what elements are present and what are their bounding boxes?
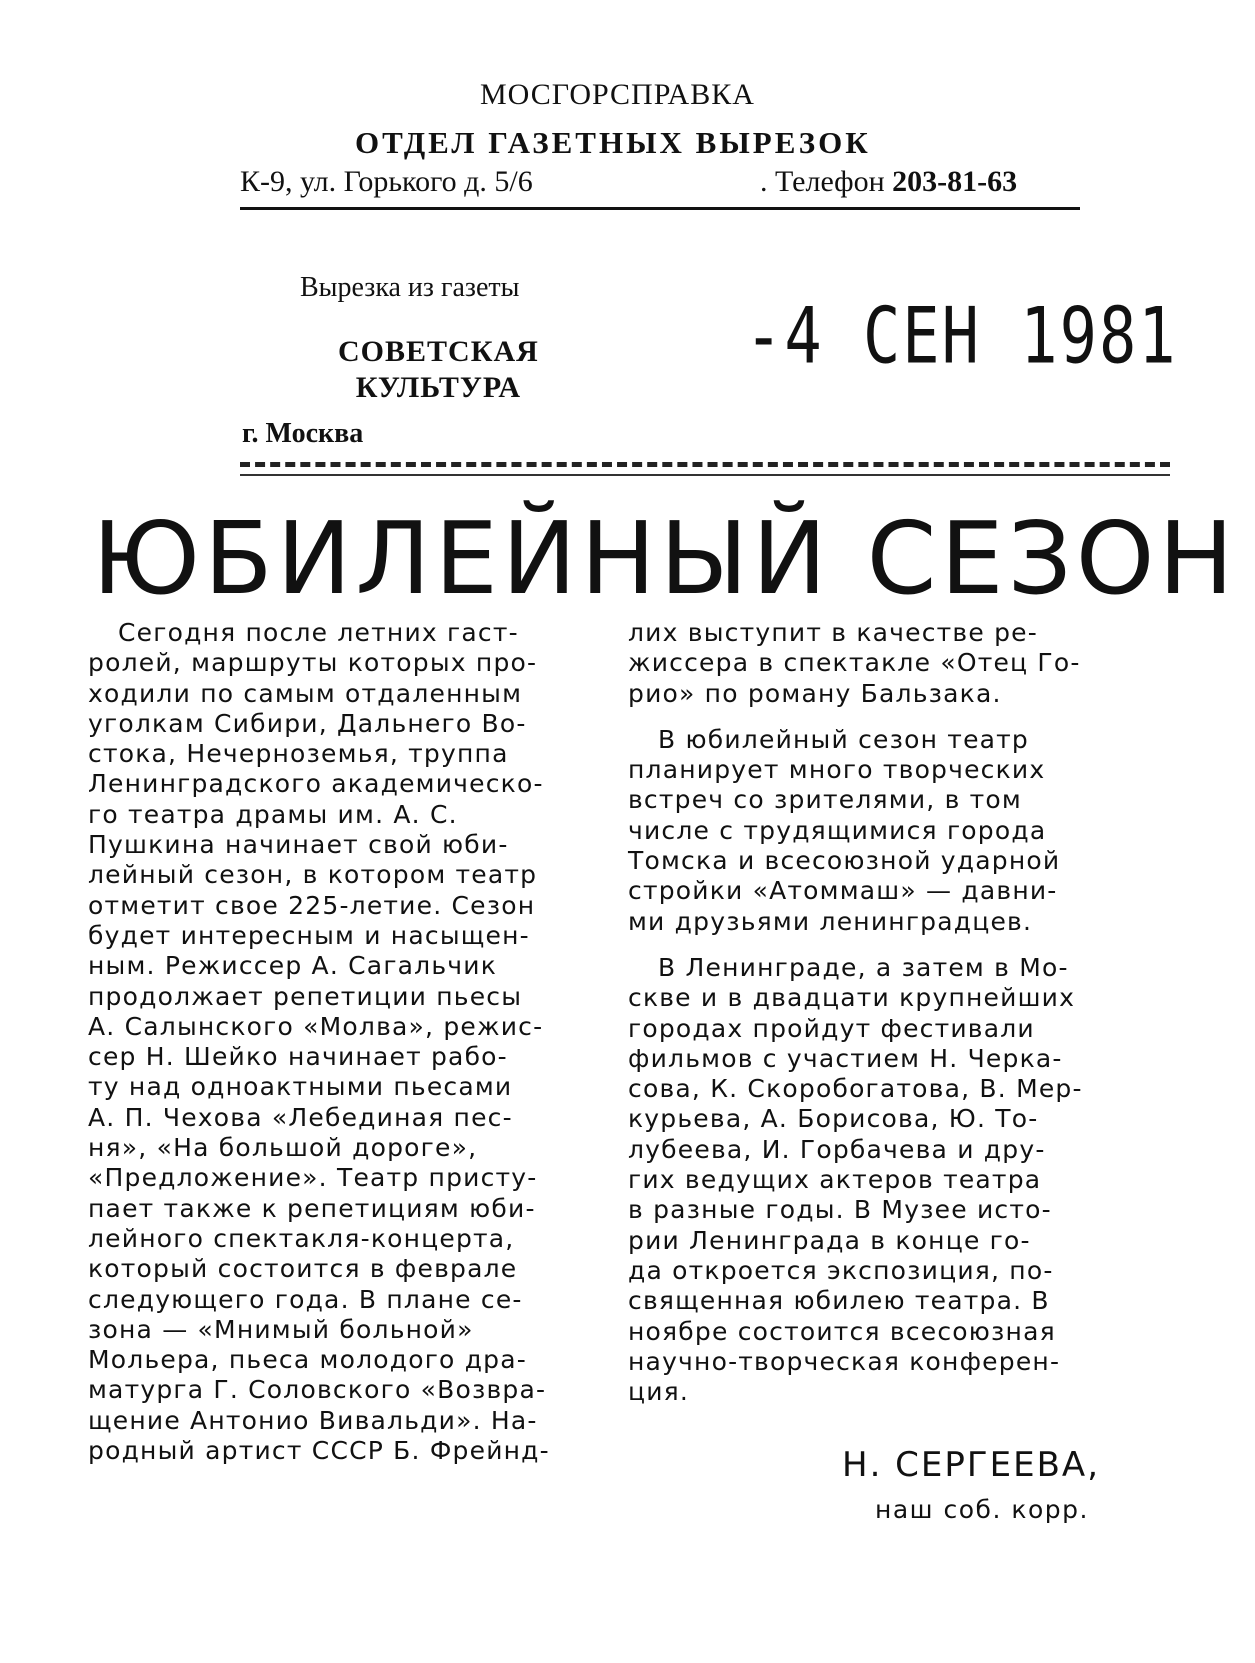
newspaper-city: г. Москва [242, 418, 364, 449]
phone-label: . Телефон [760, 165, 885, 198]
text-line: Ленинградского академическо- [88, 769, 544, 799]
text-line: родный артист СССР Б. Фрейнд- [88, 1436, 550, 1466]
text-line: числе с трудящимися города [628, 815, 1047, 845]
article-headline: ЮБИЛЕЙНЫЙ СЕЗОН [92, 500, 1238, 617]
text-line: который состоится в феврале [88, 1254, 518, 1284]
text-line: В юбилейный сезон театр [658, 724, 1029, 754]
text-line: ня», «На большой дороге», [88, 1133, 478, 1163]
text-line: А. П. Чехова «Лебединая пес- [88, 1102, 513, 1132]
text-line: рии Ленинграда в конце го- [628, 1225, 1031, 1255]
text-line: матурга Г. Соловского «Возвра- [88, 1375, 547, 1405]
text-line: лейного спектакля-концерта, [88, 1223, 515, 1253]
text-line: лейный сезон, в котором театр [88, 860, 538, 890]
text-line: курьева, А. Борисова, Ю. То- [628, 1104, 1039, 1134]
organization-name: МОСГОРСПРАВКА [480, 78, 755, 111]
text-line: скве и в двадцати крупнейших [628, 983, 1076, 1013]
phone-block [760, 165, 1017, 199]
text-line: городах пройдут фестивали [628, 1013, 1035, 1043]
text-line: ту над одноактными пьесами [88, 1072, 513, 1102]
text-line: жиссера в спектакле «Отец Го- [628, 648, 1081, 678]
article-paragraph-1 [88, 618, 588, 1466]
text-line: «Предложение». Театр присту- [88, 1163, 538, 1193]
author-name: Н. СЕРГЕЕВА, [842, 1445, 1100, 1485]
text-line: стройки «Атоммаш» — давни- [628, 876, 1058, 906]
text-line: лубеева, И. Горбачева и дру- [628, 1134, 1046, 1164]
text-line: продолжает репетиции пьесы [88, 981, 523, 1011]
text-line: го театра драмы им. А. С. [88, 799, 458, 829]
address-line [240, 165, 1080, 210]
newspaper-name [338, 334, 539, 406]
text-line: да откроется экспозиция, по- [628, 1255, 1054, 1285]
article-paragraph-1-continued [628, 618, 1128, 709]
article-column-left [88, 618, 588, 1466]
text-line: следующего года. В плане се- [88, 1284, 523, 1314]
text-line: пает также к репетициям юби- [88, 1193, 536, 1223]
newspaper-name-line2: КУЛЬТУРА [355, 371, 522, 404]
author-role: наш соб. корр. [875, 1495, 1089, 1524]
newspaper-name-line1: СОВЕТСКАЯ [338, 335, 539, 368]
text-line: сер Н. Шейко начинает рабо- [88, 1042, 508, 1072]
article-paragraph-2 [628, 725, 1128, 937]
text-line: В Ленинграде, а затем в Мо- [658, 952, 1069, 982]
text-line: зона — «Мнимый больной» [88, 1314, 474, 1344]
text-line: ролей, маршруты которых про- [88, 648, 538, 678]
text-line: ноябре состоится всесоюзная [628, 1316, 1056, 1346]
text-line: рио» по роману Бальзака. [628, 678, 1002, 708]
date-stamp: -4 СЕН 1981 [745, 290, 1178, 382]
text-line: щение Антонио Вивальди». На- [88, 1405, 538, 1435]
separator-dashed [240, 462, 1170, 467]
text-line: уголкам Сибири, Дальнего Во- [88, 708, 527, 738]
text-line: Сегодня после летних гаст- [118, 618, 519, 647]
clip-source-label: Вырезка из газеты [300, 272, 520, 303]
text-line: А. Салынского «Молва», режис- [88, 1011, 544, 1041]
department-name: ОТДЕЛ ГАЗЕТНЫХ ВЫРЕЗОК [355, 125, 871, 160]
phone-number: 203-81-63 [892, 165, 1018, 198]
text-line: ция. [628, 1377, 690, 1407]
text-line: Мольера, пьеса молодого дра- [88, 1345, 527, 1375]
text-line: священная юбилею театра. В [628, 1286, 1050, 1316]
text-line: будет интересным и насыщен- [88, 920, 530, 950]
text-line: Томска и всесоюзной ударной [628, 846, 1061, 876]
text-line: стока, Нечерноземья, труппа [88, 739, 509, 769]
text-line: сова, К. Скоробогатова, В. Мер- [628, 1074, 1083, 1104]
text-line: Пушкина начинает свой юби- [88, 830, 509, 860]
street-address: К-9, ул. Горького д. 5/6 [240, 165, 533, 198]
text-line: в разные годы. В Музее исто- [628, 1195, 1052, 1225]
text-line: ми друзьями ленинградцев. [628, 906, 1033, 936]
text-line: гих ведущих актеров театра [628, 1165, 1042, 1195]
text-line: ходили по самым отдаленным [88, 678, 523, 708]
text-line: планирует много творческих [628, 755, 1046, 785]
text-line: фильмов с участием Н. Черка- [628, 1043, 1063, 1073]
text-line: научно-творческая конферен- [628, 1346, 1061, 1376]
text-line: лих выступит в качестве ре- [628, 618, 1038, 647]
article-column-right [628, 618, 1128, 1407]
text-line: встреч со зрителями, в том [628, 785, 1022, 815]
text-line: ным. Режиссер А. Сагальчик [88, 951, 498, 981]
article-paragraph-3 [628, 953, 1128, 1407]
text-line: отметит свое 225-летие. Сезон [88, 890, 536, 920]
separator-thin [240, 474, 1170, 476]
